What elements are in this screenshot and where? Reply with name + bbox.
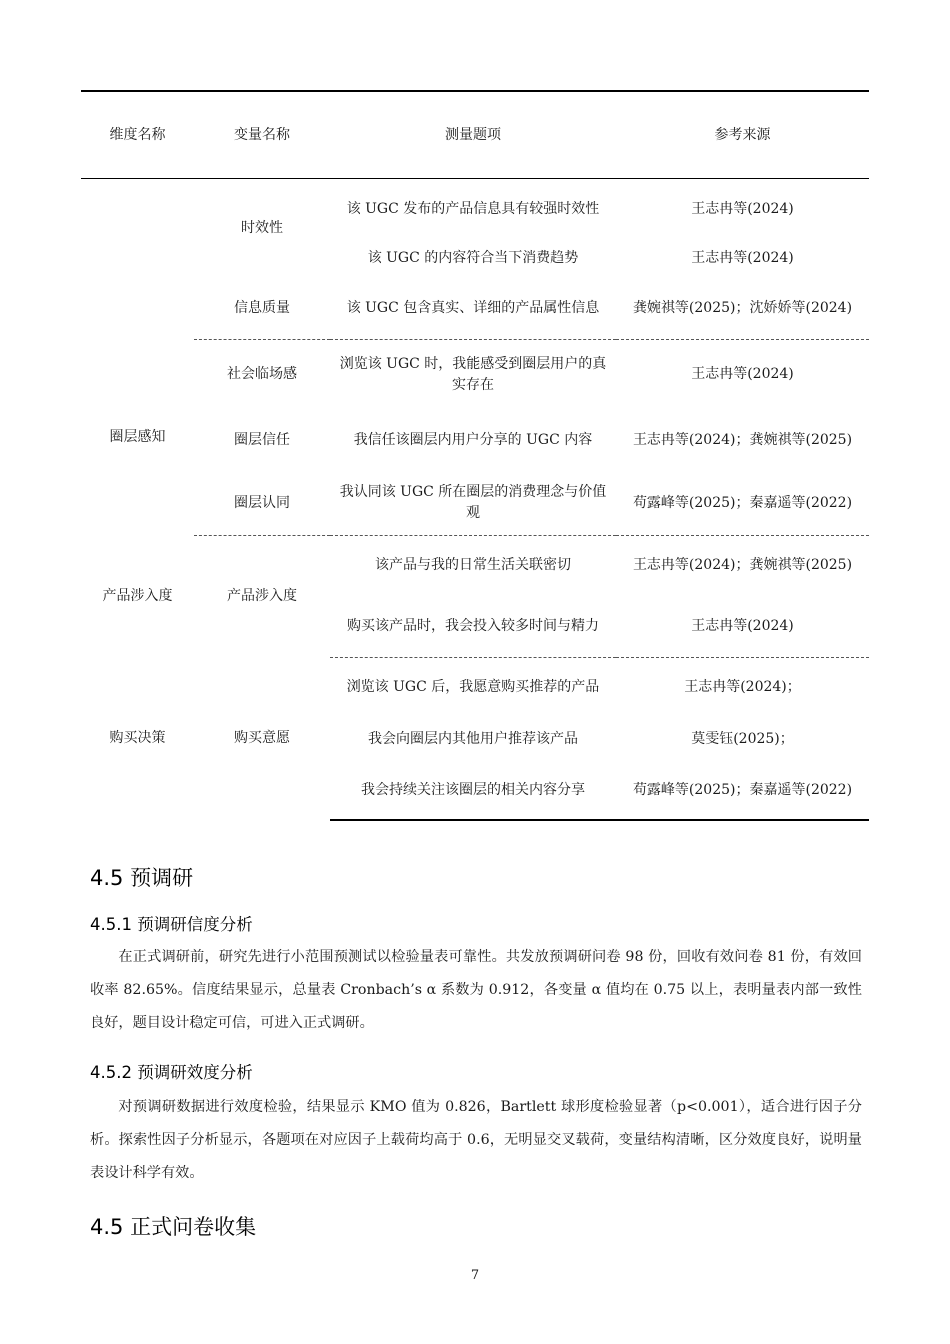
- subsection-heading-4-5-2: 4.5.2 预调研效度分析: [90, 1063, 253, 1082]
- section-heading-4-5: 4.5 预调研: [90, 866, 194, 890]
- source-cell: 莫雯钰(2025)；: [691, 731, 794, 747]
- item-cell: 我认同该 UGC 所在圈层的消费理念与价值观: [330, 472, 616, 536]
- variable-cell: 信息质量: [194, 278, 330, 340]
- table-row: [81, 536, 869, 596]
- source-cell: 王志冉等(2024): [616, 596, 869, 658]
- item-cell: 购买该产品时，我会投入较多时间与精力: [330, 596, 616, 658]
- table-row: [81, 278, 869, 340]
- table-header-row: [81, 91, 869, 179]
- item-cell: 该 UGC 包含真实、详细的产品属性信息: [330, 278, 616, 340]
- page-number: 7: [470, 1268, 480, 1283]
- header-item: 测量题项: [330, 91, 616, 179]
- variable-cell: 圈层认同: [194, 472, 330, 536]
- source-cell: 苟露峰等(2025)；秦嘉遥等(2022): [616, 472, 869, 536]
- source-cell: 王志冉等(2024)；龚婉祺等(2025): [632, 557, 853, 574]
- source-cell: 王志冉等(2024): [691, 366, 794, 383]
- dimension-cell: [81, 179, 194, 340]
- item-cell: 该 UGC 的内容符合当下消费趋势: [367, 250, 579, 266]
- item-cell: 我会向圈层内其他用户推荐该产品: [368, 731, 578, 747]
- item-cell: 该 UGC 发布的产品信息具有较强时效性: [346, 200, 600, 217]
- table-row: [81, 658, 869, 718]
- item-cell: 浏览该 UGC 时，我能感受到圈层用户的真实存在: [339, 355, 607, 393]
- item-cell: 我信任该圈层内用户分享的 UGC 内容: [353, 432, 593, 448]
- item-cell: 我会持续关注该圈层的相关内容分享: [330, 762, 616, 820]
- dimension-cell: 购买决策: [109, 730, 166, 746]
- item-cell: 该产品与我的日常生活关联密切: [375, 557, 571, 574]
- subsection-heading-4-5-1: 4.5.1 预调研信度分析: [90, 915, 253, 934]
- dimension-cell: 产品涉入度: [102, 588, 173, 604]
- source-cell: 王志冉等(2024): [691, 200, 794, 217]
- header-variable: 变量名称: [194, 91, 330, 179]
- source-cell: 龚婉祺等(2025)；沈娇娇等(2024): [616, 278, 869, 340]
- section-heading-4-5-collection: 4.5 正式问卷收集: [90, 1215, 257, 1239]
- table-row: [81, 340, 869, 410]
- header-source: 参考来源: [616, 91, 869, 179]
- table-row: [81, 472, 869, 536]
- variable-cell: 产品涉入度: [227, 588, 297, 605]
- variable-cell: 购买意愿: [234, 730, 290, 746]
- table-row: [81, 179, 869, 240]
- paragraph-validity: 对预调研数据进行效度检验，结果显示 KMO 值为 0.826，Bartlett 球形度检验显著（p<0.001），适合进行因子分析。探索性因子分析显示，各题项在对应因子上载荷均高于 0.6，无明显交叉载荷，变量结构清晰，区分效度良好，说明量表设计科学有效。: [90, 1099, 862, 1181]
- variable-cell: 时效性: [241, 219, 283, 236]
- variable-cell: 社会临场感: [227, 366, 297, 383]
- item-cell: 浏览该 UGC 后，我愿意购买推荐的产品: [346, 679, 600, 696]
- paragraph-reliability: 在正式调研前，研究先进行小范围预测试以检验量表可靠性。共发放预调研问卷 98 份，回收有效问卷 81 份，有效回收率 82.65%。信度结果显示，总量表 Cronbach’s α 系数为 0.912，各变量 α 值均在 0.75 以上，表明量表内部一致性良好，题目设计稳定可信，可进入正式调研。: [90, 949, 862, 1031]
- header-dimension: 维度名称: [81, 91, 194, 179]
- source-cell: 王志冉等(2024)；龚婉祺等(2025): [632, 432, 853, 448]
- dimension-cell: 圈层感知: [109, 429, 166, 445]
- variable-cell: 圈层信任: [234, 432, 290, 448]
- source-cell: 王志冉等(2024)；: [684, 679, 801, 696]
- measurement-scale-table: [81, 90, 869, 821]
- source-cell: 苟露峰等(2025)；秦嘉遥等(2022): [616, 762, 869, 820]
- table-row: [81, 410, 869, 472]
- source-cell: 王志冉等(2024): [691, 250, 794, 266]
